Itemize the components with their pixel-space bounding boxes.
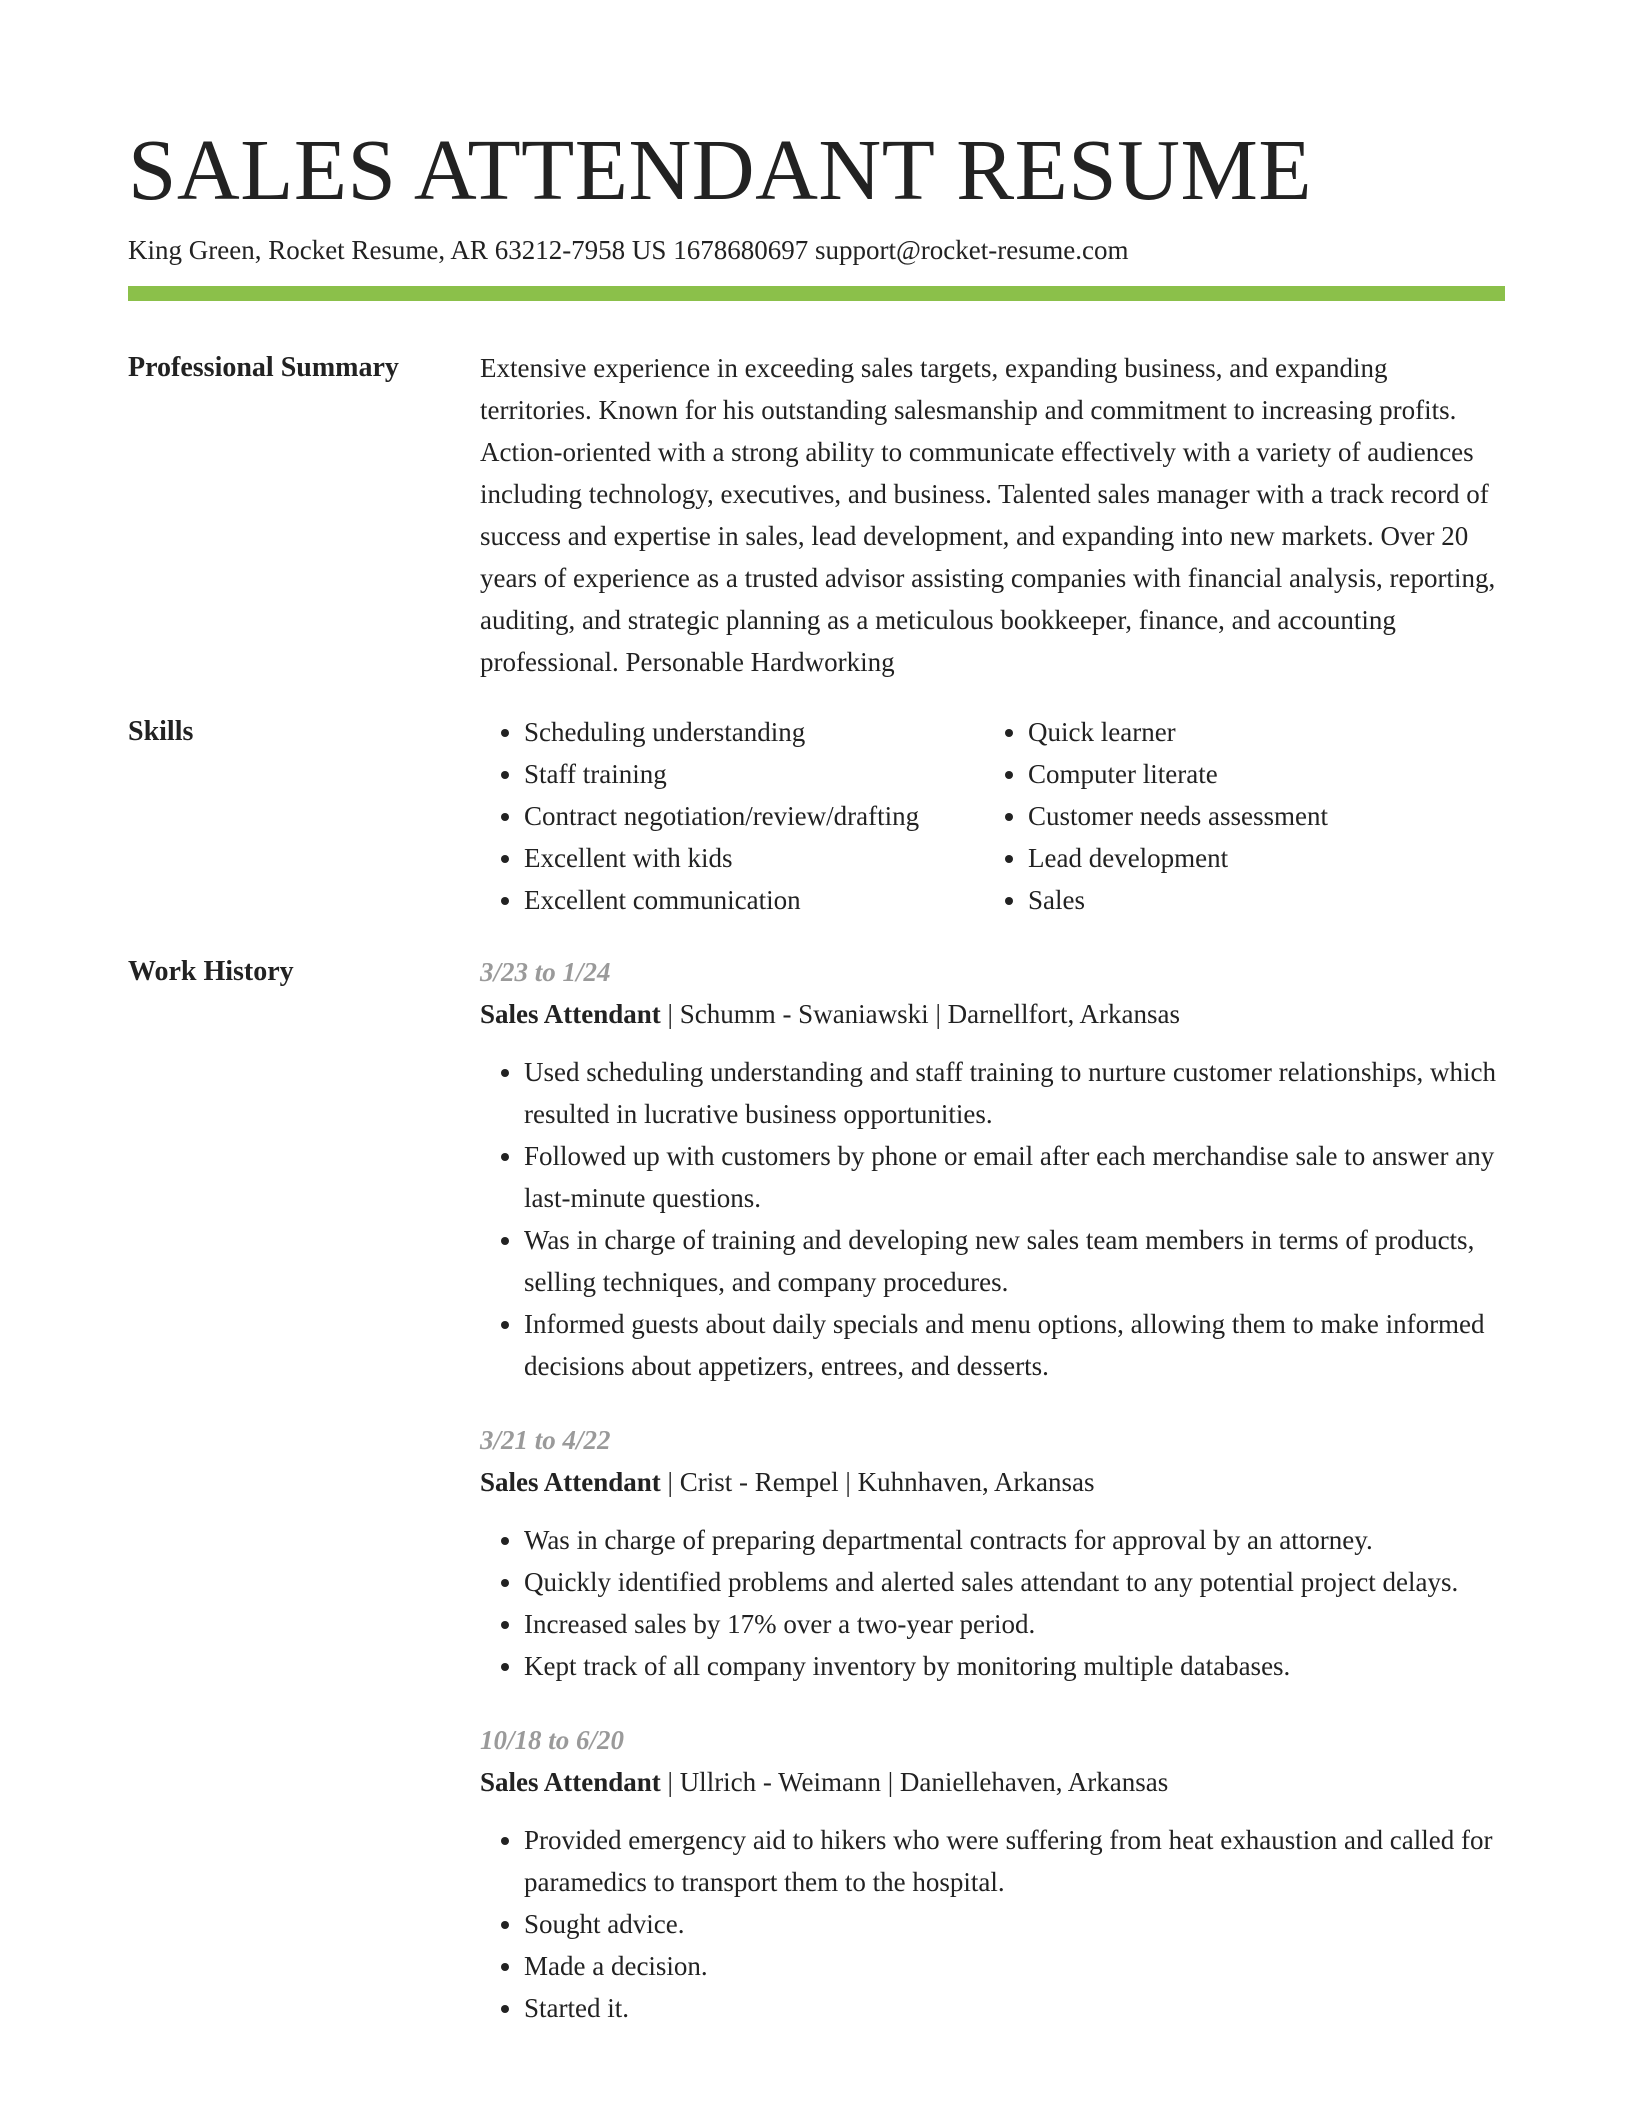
job-separator: |	[880, 1767, 900, 1797]
job-bullet: • Informed guests about daily specials and menu options, allowing them to make informed decisions about appetizers, entrees, and desserts.	[524, 1303, 1505, 1387]
skill-item: • Computer literate	[1028, 753, 1488, 795]
job-title: Sales Attendant	[480, 999, 661, 1029]
skill-item: • Quick learner	[1028, 711, 1488, 753]
skill-item: • Contract negotiation/review/drafting	[524, 795, 984, 837]
job-separator: |	[838, 1467, 858, 1497]
skills-column-left	[480, 711, 984, 921]
summary-text: Extensive experience in exceeding sales targets, expanding business, and expanding territories. Known for his outstanding salesmanship and commitment to increasing profits. Action-oriented with a strong ability to communicate effectively with a variety of audiences including technology, executives, and business. Talented sales manager with a track record of success and expertise in sales, lead development, and expanding into new markets. Over 20 years of experience as a trusted advisor assisting companies with financial analysis, reporting, auditing, and strategic planning as a meticulous bookkeeper, finance, and accounting professional. Personable Hardworking	[480, 353, 1496, 677]
job-heading	[480, 1761, 1505, 1803]
job-location: Darnellfort, Arkansas	[947, 999, 1181, 1029]
skill-item: • Staff training	[524, 753, 984, 795]
job-heading	[480, 1461, 1505, 1503]
resume-title: SALES ATTENDANT RESUME	[128, 121, 1312, 218]
skill-item: • Customer needs assessment	[1028, 795, 1488, 837]
job-bullet: • Was in charge of training and developing new sales team members in terms of products, selling techniques, and company procedures.	[524, 1219, 1505, 1303]
skills-column-right	[984, 711, 1488, 921]
job-bullets	[480, 1519, 1505, 1687]
job-separator: |	[660, 1767, 680, 1797]
job-bullet: • Provided emergency aid to hikers who were suffering from heat exhaustion and called for paramedics to transport them to the hospital.	[524, 1819, 1505, 1903]
job-entry	[480, 1719, 1505, 2029]
job-bullet: • Started it.	[524, 1987, 1505, 2029]
skill-item: • Lead development	[1028, 837, 1488, 879]
section-label-skills: Skills	[128, 716, 194, 747]
job-dates: 3/23 to 1/24	[480, 957, 611, 987]
job-bullet: • Increased sales by 17% over a two-year period.	[524, 1603, 1505, 1645]
job-bullet: • Made a decision.	[524, 1945, 1505, 1987]
work-history-body	[480, 951, 1505, 2061]
job-bullet: • Quickly identified problems and alerted sales attendant to any potential project delays.	[524, 1561, 1505, 1603]
job-bullets	[480, 1051, 1505, 1387]
skills-list-left	[480, 711, 984, 921]
job-separator: |	[660, 999, 680, 1029]
job-bullet: • Was in charge of preparing departmental contracts for approval by an attorney.	[524, 1519, 1505, 1561]
job-bullet: • Sought advice.	[524, 1903, 1505, 1945]
skill-item: • Scheduling understanding	[524, 711, 984, 753]
section-label-work-history: Work History	[128, 956, 294, 987]
skill-item: • Excellent communication	[524, 879, 984, 921]
job-dates: 10/18 to 6/20	[480, 1725, 625, 1755]
job-bullet: • Kept track of all company inventory by monitoring multiple databases.	[524, 1645, 1505, 1687]
header-divider	[128, 286, 1505, 301]
job-separator: |	[660, 1467, 680, 1497]
skill-item: • Sales	[1028, 879, 1488, 921]
job-location: Daniellehaven, Arkansas	[899, 1767, 1169, 1797]
skills-body	[480, 711, 1505, 921]
skills-list-right	[984, 711, 1488, 921]
job-bullets	[480, 1819, 1505, 2029]
job-dates: 3/21 to 4/22	[480, 1425, 611, 1455]
job-title: Sales Attendant	[480, 1767, 661, 1797]
job-separator: |	[928, 999, 948, 1029]
summary-body	[480, 347, 1505, 683]
skills-columns	[480, 711, 1505, 921]
job-location: Kuhnhaven, Arkansas	[857, 1467, 1095, 1497]
job-company: Ullrich - Weimann	[679, 1767, 881, 1797]
job-bullet: • Followed up with customers by phone or email after each merchandise sale to answer any last-minute questions.	[524, 1135, 1505, 1219]
job-entry	[480, 951, 1505, 1387]
contact-line: King Green, Rocket Resume, AR 63212-7958 US 1678680697 support@rocket-resume.com	[128, 235, 1129, 265]
job-bullet: • Used scheduling understanding and staff training to nurture customer relationships, which resulted in lucrative business opportunities.	[524, 1051, 1505, 1135]
job-heading	[480, 993, 1505, 1035]
job-company: Crist - Rempel	[679, 1467, 839, 1497]
job-company: Schumm - Swaniawski	[679, 999, 929, 1029]
section-label-summary: Professional Summary	[128, 352, 399, 383]
job-entry	[480, 1419, 1505, 1687]
skill-item: • Excellent with kids	[524, 837, 984, 879]
job-title: Sales Attendant	[480, 1467, 661, 1497]
